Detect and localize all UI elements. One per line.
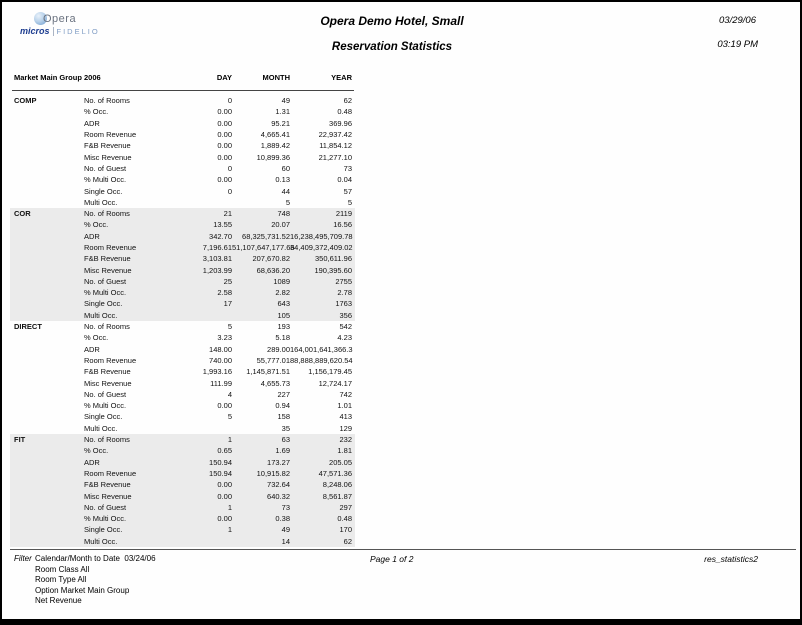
stat-label: Multi Occ.	[84, 536, 118, 546]
stat-label: Single Occ.	[84, 299, 123, 309]
value-year: 16,238,495,709.78	[290, 231, 353, 241]
value-day: 0.00	[217, 152, 232, 162]
value-month: 2.82	[275, 288, 290, 298]
value-month: 0.38	[275, 514, 290, 524]
value-year: 1.81	[337, 446, 352, 456]
stat-label: ADR	[84, 457, 100, 467]
column-header-month: MONTH	[262, 73, 290, 82]
value-month: 640.32	[267, 491, 290, 501]
value-month: 4,655.73	[260, 378, 290, 388]
value-day: 1,993.16	[202, 367, 232, 377]
table-row	[10, 163, 352, 174]
stat-label: No. of Guest	[84, 276, 127, 286]
stat-label: Misc Revenue	[84, 265, 132, 275]
value-month: 73	[281, 502, 290, 512]
market-group-section-fit	[10, 434, 355, 547]
value-month: 158	[277, 412, 290, 422]
value-day: 7,196.61	[202, 243, 232, 252]
value-day: 13.55	[213, 220, 232, 230]
value-day: 148.00	[209, 344, 232, 354]
market-group-section-direct	[10, 321, 355, 434]
value-day: 0	[227, 96, 232, 106]
value-month: 732.64	[267, 480, 290, 490]
stat-label: Misc Revenue	[84, 378, 132, 388]
value-day: 4	[227, 389, 232, 399]
value-year: 2119	[335, 209, 352, 219]
stat-label: Single Occ.	[84, 412, 123, 422]
value-day: 0.00	[217, 514, 232, 524]
stat-label: Misc Revenue	[84, 491, 132, 501]
table-row	[10, 344, 352, 355]
stat-label: No. of Guest	[84, 389, 127, 399]
value-day: 5	[227, 322, 232, 332]
value-month: 0.94	[275, 401, 290, 411]
value-day: 1	[227, 502, 232, 512]
stat-label: No. of Rooms	[84, 435, 130, 445]
value-day: 3,103.81	[202, 254, 232, 264]
value-month: 10,899.36	[256, 152, 290, 162]
table-row	[10, 377, 352, 388]
market-group-name: COR	[14, 209, 31, 219]
value-month: 105	[277, 310, 290, 320]
value-day: 0.00	[217, 141, 232, 151]
filter-label: Filter	[14, 554, 32, 563]
market-group-section-comp	[10, 95, 355, 208]
value-day: 0	[227, 186, 232, 196]
value-month: 51,107,647,177.66	[232, 243, 295, 252]
value-year: 742	[339, 389, 352, 399]
value-day: 0.00	[217, 175, 232, 185]
value-month: 44	[281, 186, 290, 196]
value-year: 369.96	[329, 118, 352, 128]
value-month: 1,889.42	[260, 141, 290, 151]
value-day: 5	[227, 412, 232, 422]
value-month: 1.31	[275, 107, 290, 117]
table-row	[10, 287, 352, 298]
stat-label: ADR	[84, 231, 100, 241]
value-month: 1,145,871.51	[246, 367, 290, 377]
column-header-market-main-group: Market Main Group	[14, 73, 82, 82]
value-month: 1.69	[275, 446, 290, 456]
value-year: 22,937.42	[318, 130, 352, 140]
value-year: 2.78	[337, 288, 352, 298]
table-row	[10, 276, 352, 287]
stat-label: No. of Rooms	[84, 96, 130, 106]
value-month: 10,915.82	[256, 468, 290, 478]
table-row	[10, 400, 352, 411]
value-day: 3.23	[217, 333, 232, 343]
value-month: 173.27	[267, 457, 290, 467]
table-row	[10, 208, 352, 219]
table-row	[10, 264, 352, 275]
value-month: 748	[277, 209, 290, 219]
value-day: 150.94	[209, 457, 232, 467]
value-month: 5.18	[275, 333, 290, 343]
value-day: 111.99	[210, 378, 232, 388]
report-time: 03:19 PM	[717, 39, 758, 50]
value-year: 62	[343, 536, 352, 546]
value-month: 227	[277, 389, 290, 399]
table-row	[10, 151, 352, 162]
filter-line: Net Revenue	[35, 596, 82, 605]
table-row	[10, 321, 352, 332]
table-header-row	[10, 73, 352, 82]
value-year: 164,001,641,366.3	[290, 344, 353, 354]
value-month: 68,325,731.52	[242, 231, 290, 241]
table-row	[10, 423, 352, 434]
stat-label: Multi Occ.	[84, 197, 118, 207]
value-year: 4.23	[337, 333, 352, 343]
stat-label: % Occ.	[84, 220, 109, 230]
stat-label: % Multi Occ.	[84, 401, 127, 411]
filter-line: Room Class All	[35, 564, 90, 574]
value-month: 95.21	[271, 118, 290, 128]
table-row	[10, 524, 352, 535]
value-year: 16.56	[333, 220, 352, 230]
hotel-name-title: Opera Demo Hotel, Small	[320, 14, 464, 28]
value-year: 350,611.96	[315, 254, 352, 264]
table-row	[10, 457, 352, 468]
value-year: 21,277.10	[318, 152, 352, 162]
table-row	[10, 434, 352, 445]
value-year: 73	[343, 163, 352, 173]
table-row	[10, 536, 352, 547]
stat-label: Multi Occ.	[84, 423, 118, 433]
value-month: 193	[277, 322, 290, 332]
value-day: 342.70	[209, 231, 232, 241]
stat-label: Room Revenue	[84, 355, 137, 365]
filter-lines	[35, 554, 156, 607]
table-row	[10, 231, 352, 242]
stat-label: F&B Revenue	[84, 254, 131, 264]
stat-label: No. of Guest	[84, 163, 127, 173]
market-group-name: FIT	[14, 435, 26, 445]
statistics-table	[10, 95, 355, 547]
page-number: Page 1 of 2	[370, 554, 414, 564]
value-day: 25	[223, 276, 232, 286]
value-year: 34,409,372,409.02	[290, 243, 353, 252]
report-id: res_statistics2	[704, 554, 758, 564]
opera-logo-text: Opera	[43, 12, 77, 25]
table-row	[10, 513, 352, 524]
table-row	[10, 197, 352, 208]
value-day: 21	[223, 209, 232, 219]
stat-label: Single Occ.	[84, 186, 123, 196]
value-year: 88,888,889,620.54	[290, 355, 353, 365]
table-row	[10, 118, 352, 129]
stat-label: No. of Rooms	[84, 322, 130, 332]
filter-line: Calendar/Month to Date 03/24/06	[35, 554, 156, 563]
value-month: 60	[281, 163, 290, 173]
stat-label: F&B Revenue	[84, 480, 131, 490]
table-row	[10, 140, 352, 151]
micros-logo-text: micros	[20, 26, 50, 36]
value-year: 1.01	[337, 401, 352, 411]
value-month: 289.00	[267, 344, 290, 354]
stat-label: % Occ.	[84, 107, 109, 117]
value-year: 57	[343, 186, 352, 196]
stat-label: % Occ.	[84, 333, 109, 343]
value-year: 232	[339, 435, 352, 445]
table-row	[10, 445, 352, 456]
value-year: 11,854.12	[319, 141, 352, 151]
value-day: 0	[227, 163, 232, 173]
value-year: 8,248.06	[322, 480, 352, 490]
report-title: Reservation Statistics	[331, 41, 453, 53]
stat-label: % Multi Occ.	[84, 175, 127, 185]
value-day: 0.00	[217, 480, 232, 490]
table-row	[10, 479, 352, 490]
stat-label: No. of Guest	[84, 502, 127, 512]
stat-label: No. of Rooms	[84, 209, 130, 219]
value-day: 0.00	[217, 107, 232, 117]
value-month: 63	[281, 435, 290, 445]
value-year: 297	[339, 502, 352, 512]
stat-label: Multi Occ.	[84, 310, 118, 320]
fidelio-logo-text: FIDELIO	[56, 26, 100, 36]
stat-label: % Multi Occ.	[84, 288, 127, 298]
table-row	[10, 366, 352, 377]
value-year: 190,395.60	[314, 265, 352, 275]
value-day: 740.00	[209, 355, 232, 365]
stat-label: % Multi Occ.	[84, 514, 127, 524]
value-month: 14	[281, 536, 290, 546]
value-year: 8,561.87	[322, 491, 352, 501]
value-year: 5	[347, 197, 352, 207]
value-month: 49	[281, 525, 290, 535]
value-month: 0.13	[275, 175, 290, 185]
table-row	[10, 106, 352, 117]
table-row	[10, 219, 352, 230]
market-group-section-cor	[10, 208, 355, 321]
column-header-year-2006: 2006	[84, 73, 101, 82]
report-date: 03/29/06	[719, 15, 756, 26]
value-year: 0.48	[337, 107, 352, 117]
value-day: 0.00	[217, 491, 232, 501]
table-row	[10, 490, 352, 501]
value-year: 129	[339, 423, 352, 433]
value-day: 1	[227, 435, 232, 445]
table-row	[10, 502, 352, 513]
market-group-name: COMP	[14, 96, 37, 106]
value-year: 413	[339, 412, 352, 422]
stat-label: % Occ.	[84, 446, 109, 456]
table-row	[10, 253, 352, 264]
value-day: 1,203.99	[202, 265, 232, 275]
value-month: 20.07	[271, 220, 290, 230]
stat-label: ADR	[84, 344, 100, 354]
column-header-day: DAY	[216, 73, 232, 82]
value-month: 1089	[273, 276, 290, 286]
value-month: 207,670.82	[252, 254, 290, 264]
value-year: 62	[343, 96, 352, 106]
value-month: 55,777.01	[256, 355, 290, 365]
table-row	[10, 411, 352, 422]
footer-rule	[10, 549, 796, 550]
value-year: 12,724.17	[318, 378, 352, 388]
value-month: 4,665.41	[260, 130, 290, 140]
value-year: 0.48	[337, 514, 352, 524]
value-day: 2.58	[217, 288, 232, 298]
header-rule	[12, 90, 354, 91]
table-row	[10, 355, 352, 366]
stat-label: Room Revenue	[84, 130, 137, 140]
filter-line: Room Type All	[35, 575, 87, 584]
value-year: 0.04	[337, 175, 352, 185]
table-row	[10, 332, 352, 343]
value-month: 643	[277, 299, 290, 309]
value-day: 150.94	[209, 468, 232, 478]
value-month: 68,636.20	[256, 265, 290, 275]
value-year: 47,571.36	[318, 468, 352, 478]
table-row	[10, 174, 352, 185]
value-year: 170	[339, 525, 352, 535]
value-month: 49	[281, 96, 290, 106]
table-row	[10, 310, 352, 321]
value-year: 356	[339, 310, 352, 320]
value-month: 35	[281, 423, 290, 433]
value-year: 542	[339, 322, 352, 332]
value-day: 0.00	[217, 401, 232, 411]
stat-label: Misc Revenue	[84, 152, 132, 162]
value-day: 0.00	[217, 130, 232, 140]
value-year: 2755	[335, 276, 352, 286]
table-row	[10, 95, 352, 106]
table-row	[10, 389, 352, 400]
value-day: 1	[227, 525, 232, 535]
table-row	[10, 468, 352, 479]
value-day: 17	[223, 299, 232, 309]
value-year: 1,156,179.45	[308, 367, 352, 377]
filter-line: Option Market Main Group	[35, 585, 130, 595]
stat-label: Single Occ.	[84, 525, 123, 535]
table-row	[10, 129, 352, 140]
value-year: 205.05	[329, 457, 352, 467]
value-day: 0.00	[217, 118, 232, 128]
stat-label: ADR	[84, 118, 100, 128]
value-day: 0.65	[217, 446, 232, 456]
value-year: 1763	[335, 299, 352, 309]
stat-label: Room Revenue	[84, 468, 137, 478]
value-month: 5	[285, 197, 290, 207]
stat-label: Room Revenue	[84, 243, 137, 252]
stat-label: F&B Revenue	[84, 141, 131, 151]
stat-label: F&B Revenue	[84, 367, 131, 377]
table-row	[10, 185, 352, 196]
column-header-year: YEAR	[331, 73, 352, 82]
market-group-name: DIRECT	[14, 322, 42, 332]
table-row	[10, 242, 352, 253]
table-row	[10, 298, 352, 309]
